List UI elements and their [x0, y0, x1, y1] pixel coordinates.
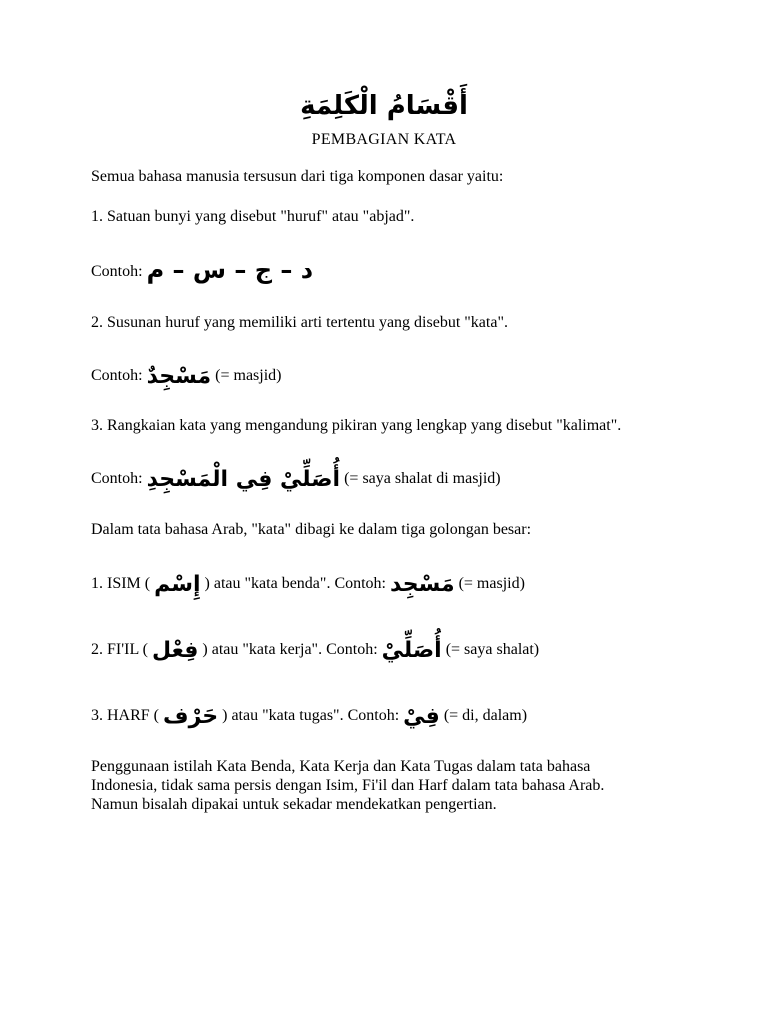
closing-paragraph: [91, 757, 681, 814]
component-3-text: 3. Rangkaian kata yang mengandung pikiran yang lengkap yang disebut "kalimat".: [91, 417, 622, 434]
example-arabic-word: مَسْجِدٌ: [146, 364, 212, 389]
category-arabic-name: فِعْل: [151, 638, 199, 663]
category-arabic-name: حَرْف: [163, 704, 219, 729]
category-example-arabic: أُصَلِّيْ: [381, 638, 442, 663]
closing-line: Indonesia, tidak sama persis dengan Isim, Fi'il dan Harf dalam tata bahasa Arab.: [91, 777, 605, 794]
component-3-example: [91, 469, 501, 490]
closing-line: Namun bisalah dipakai untuk sekadar mendekatkan pengertian.: [91, 796, 497, 813]
example-meaning: (= masjid): [215, 367, 282, 384]
category-isim: [91, 574, 525, 595]
closing-line: Penggunaan istilah Kata Benda, Kata Kerja dan Kata Tugas dalam tata bahasa: [91, 758, 591, 775]
example-label: Contoh:: [91, 263, 143, 280]
category-prefix: 2. FI'IL (: [91, 641, 148, 658]
category-prefix: 3. HARF (: [91, 707, 160, 724]
example-label: Contoh:: [91, 367, 143, 384]
category-meaning: (= saya shalat): [445, 641, 540, 658]
category-fiil: [91, 640, 539, 661]
page-title: PEMBAGIAN KATA: [311, 131, 457, 148]
category-example-arabic: فِيْ: [403, 704, 440, 729]
example-arabic-letters: د – ج – س – م: [146, 256, 314, 284]
category-suffix: ) atau "kata benda". Contoh:: [204, 575, 386, 592]
category-example-arabic: مَسْجِد: [390, 572, 455, 597]
category-meaning: (= masjid): [458, 575, 525, 592]
category-meaning: (= di, dalam): [443, 707, 528, 724]
component-2-example: [91, 366, 281, 387]
example-label: Contoh:: [91, 470, 143, 487]
component-1-example: [91, 256, 314, 284]
category-harf: [91, 706, 527, 727]
category-suffix: ) atau "kata kerja". Contoh:: [202, 641, 378, 658]
intro-text: Semua bahasa manusia tersusun dari tiga komponen dasar yaitu:: [91, 168, 504, 185]
category-suffix: ) atau "kata tugas". Contoh:: [222, 707, 400, 724]
component-1-text: 1. Satuan bunyi yang disebut "huruf" atau "abjad".: [91, 208, 415, 225]
category-prefix: 1. ISIM (: [91, 575, 151, 592]
component-2-text: 2. Susunan huruf yang memiliki arti tertentu yang disebut "kata".: [91, 314, 508, 331]
arabic-title: أَقْسَامُ الْكَلِمَةِ: [300, 91, 468, 121]
category-arabic-name: إِسْم: [154, 572, 201, 597]
division-intro: Dalam tata bahasa Arab, "kata" dibagi ke dalam tiga golongan besar:: [91, 521, 532, 538]
example-meaning: (= saya shalat di masjid): [344, 470, 501, 487]
example-arabic-sentence: أُصَلِّيْ فِي الْمَسْجِدِ: [146, 467, 341, 492]
